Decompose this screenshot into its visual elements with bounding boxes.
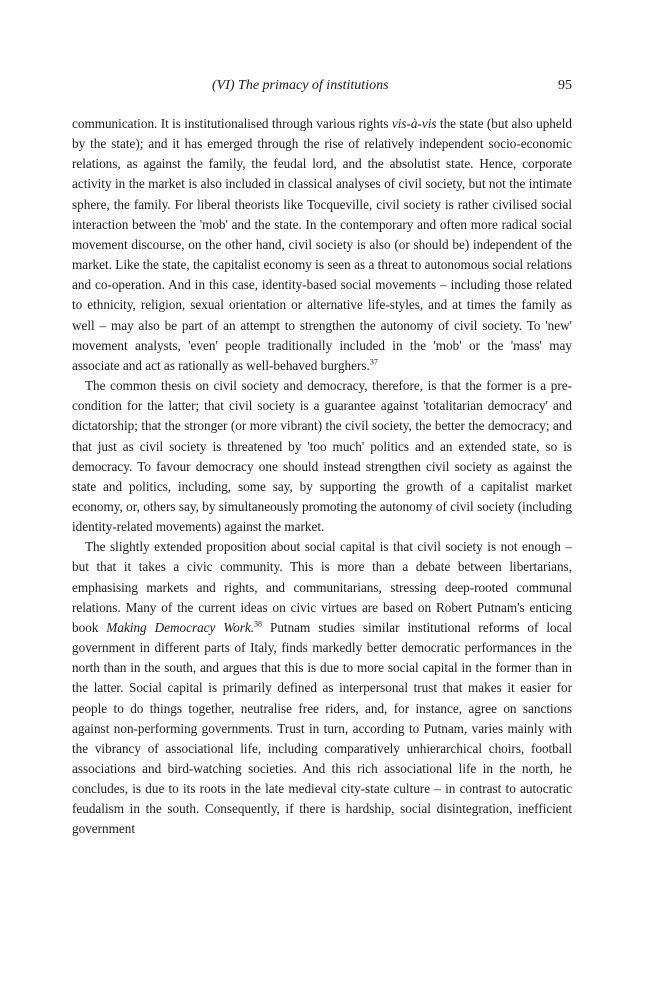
paragraph-2 — [72, 376, 572, 537]
paragraph-1-text-a: communication. It is institutionalised through various rights — [72, 116, 392, 131]
footnote-ref-38: 38 — [254, 619, 263, 629]
paragraph-1-text-b: the state (but also upheld by the state); and it has emerged through the rise of relatively independent socio-economic relations, as against the family, the feudal lord, and the absolutist state. Hence, corporate activity in the market is also included in classical analyses of civil society, but not the intimate sphere, the family. For liberal theorists like Tocqueville, civil society is rather civilised social interaction between the 'mob' and the state. In the contemporary and often more radical social movement discourse, on the other hand, civil society is also (or should be) independent of the market. Like the state, the capitalist economy is seen as a threat to autonomous social relations and co-operation. And in this case, identity-based social movements – including those related to ethnicity, religion, sexual orientation or alternative life-styles, and at times the family as well – may also be part of an attempt to strengthen the autonomy of civil society. To 'new' movement analysts, 'even' people traditionally included in the 'mob' or the 'mass' may associate and act as rationally as well-behaved burghers. — [72, 116, 573, 373]
paragraph-1 — [72, 114, 572, 376]
paragraph-3 — [72, 537, 572, 839]
page-number: 95 — [558, 78, 572, 93]
paragraph-3-text-b: Putnam studies similar institutional reforms of local government in different parts of Italy, finds markedly better democratic performances in the north than in the south, and argues that this is due to more social capital in the former than in the latter. Social capital is primarily defined as interpersonal trust that makes it easier for people to do things together, neutralise free riders, and, for instance, agree on sanctions against non-performing governments. Trust in turn, according to Putnam, varies mainly with the vibrancy of associational life, including comparatively unhierarchical choirs, football associations and bird-watching societies. And this rich associational life in the north, he concludes, is due to its roots in the late medieval city-state culture – in contrast to autocratic feudalism in the south. Consequently, if there is hardship, social disintegration, inefficient government — [72, 619, 572, 837]
paragraph-2-text: The common thesis on civil society and democracy, therefore, is that the former is a pre-condition for the latter; that civil society is a guarantee against 'totalitarian democracy' and dictatorship; that the stronger (or more vibrant) the civil society, the better the democracy; and that just as civil society is threatened by 'too much' politics and an extended state, so is democracy. To favour democracy one should instead strengthen civil society as against the state and politics, including, some say, by supporting the growth of a capitalist market economy, or, others say, by simultaneously promoting the autonomy of civil society (including identity-related movements) against the market. — [72, 378, 572, 535]
paragraph-3-text-a: The slightly extended proposition about social capital is that civil society is not enough – but that it takes a civic community. This is more than a debate between libertarians, emphasising markets and rights, and communitarians, stressing deep-rooted communal relations. Many of the current ideas on civic virtues are based on Robert Putnam's enticing book — [72, 539, 572, 635]
footnote-ref-37: 37 — [369, 357, 378, 367]
page-header — [72, 78, 572, 98]
paragraph-1-italic: vis-à-vis — [391, 116, 437, 131]
running-head: (VI) The primacy of institutions — [212, 78, 389, 93]
book-title-italic: Making Democracy Work. — [106, 619, 255, 635]
body-text — [72, 114, 572, 840]
